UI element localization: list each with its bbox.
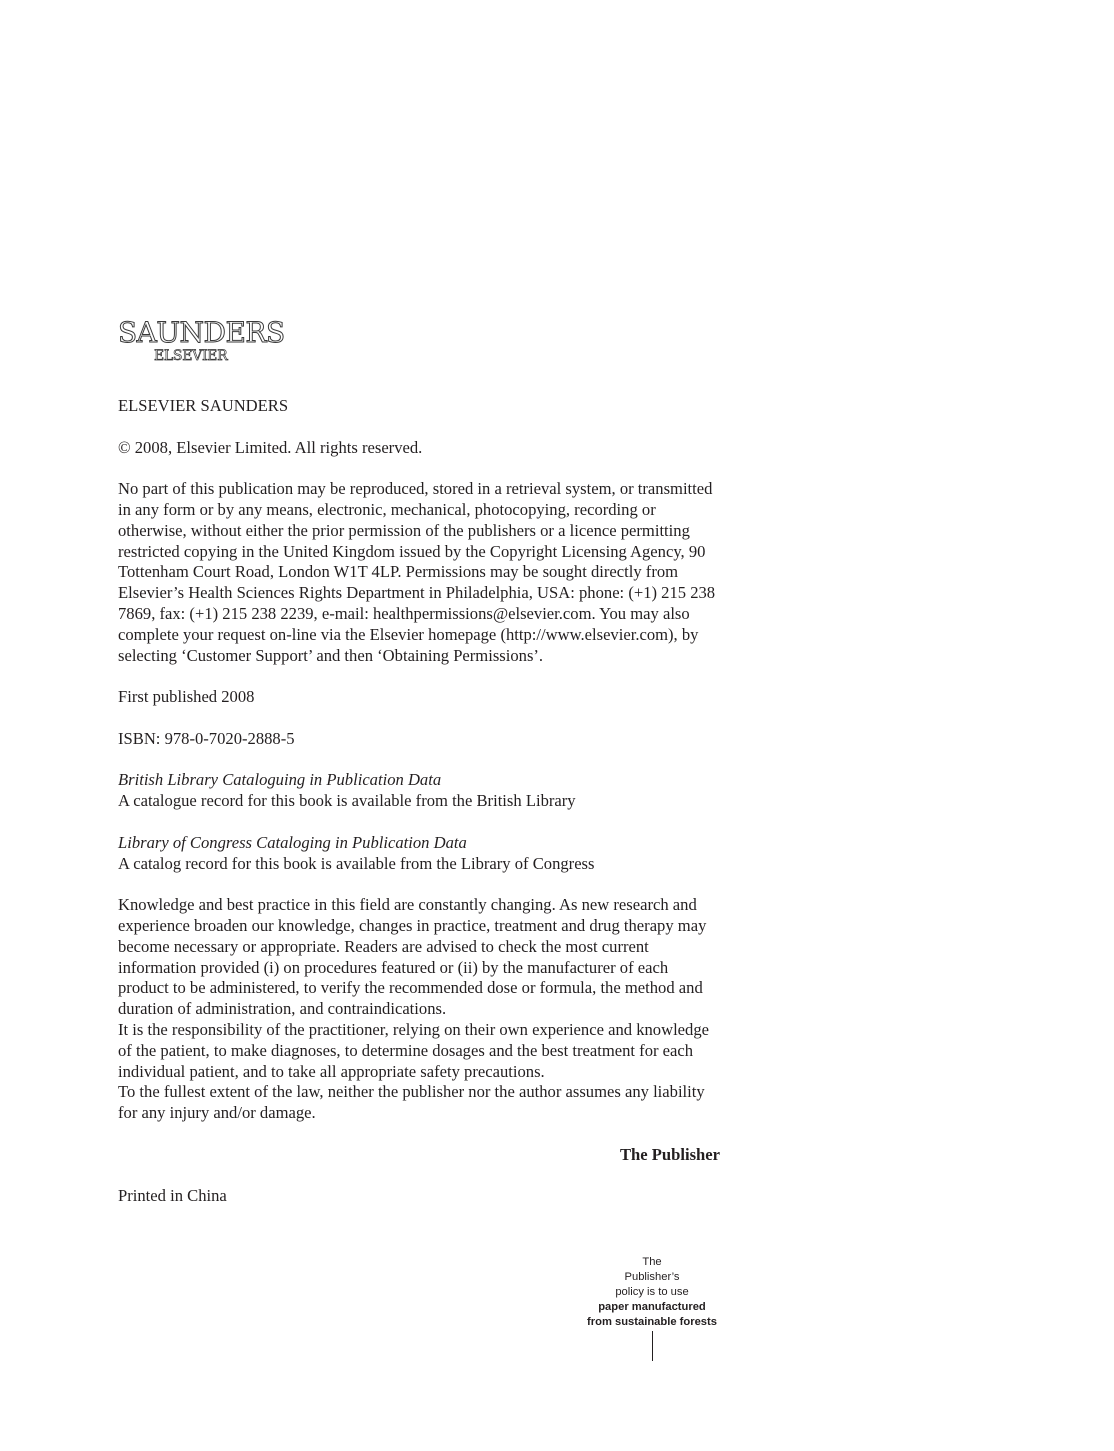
saunders-elsevier-logo: [118, 318, 718, 370]
british-library-text: A catalogue record for this book is available from the British Library: [118, 791, 576, 811]
sustainable-paper-notice: [586, 1255, 718, 1361]
rights-paragraph: No part of this publication may be reproduced, stored in a retrieval system, or transmitted in any form or by any means, electronic, mechanical, photocopying, recording or otherwise, without either the prior permission of the publishers or a licence permitting restricted copying in the United Kingdom issued by the Copyright Licensing Agency, 90 Tottenham Court Road, London W1T 4LP. Permissions may be sought directly from Elsevier’s Health Sciences Rights Department in Philadelphia, USA: phone: (+1) 215 238 7869, fax: (+1) 215 238 2239, e-mail: healthpermissions@elsevier.com. You may also complete your request on-line via the Elsevier homepage (http://www.elsevier.com), by selecting ‘Customer Support’ and then ‘Obtaining Permissions’.: [118, 479, 716, 665]
paper-policy-line-4: paper manufactured: [598, 1301, 706, 1313]
printed-in: Printed in China: [118, 1186, 227, 1206]
logo-saunders-text: SAUNDERS: [118, 316, 285, 349]
paper-policy-line-3: policy is to use: [615, 1286, 689, 1298]
library-of-congress-text: A catalog record for this book is available from the Library of Congress: [118, 853, 595, 873]
disclaimer-paragraph: [118, 895, 718, 1124]
disclaimer-part-2: It is the responsibility of the practitioner, relying on their own experience and knowledge of the patient, to make diagnoses, to determine dosages and the best treatment for each individual patient, and to take all appropriate safety precautions.: [118, 1019, 710, 1081]
copyright-line: © 2008, Elsevier Limited. All rights reserved.: [118, 437, 423, 457]
publisher-signature: The Publisher: [619, 1144, 720, 1164]
logo-elsevier-text: ELSEVIER: [154, 348, 228, 364]
paper-policy-line-2: Publisher’s: [624, 1271, 680, 1283]
isbn: ISBN: 978-0-7020-2888-5: [118, 728, 295, 748]
paper-policy-line-1: The: [642, 1256, 662, 1268]
paper-policy-line-5: from sustainable forests: [587, 1316, 717, 1328]
policy-divider-line: [652, 1331, 653, 1361]
first-published: First published 2008: [118, 687, 255, 707]
copyright-page: [118, 318, 718, 1228]
disclaimer-part-1: Knowledge and best practice in this field are constantly changing. As new research and experience broaden our knowledge, changes in practice, treatment and drug therapy may become necessary or appropriate. Readers are advised to check the most current information provided (i) on procedures featured or (ii) by the manufacturer of each product to be administered, to verify the recommended dose or formula, the method and duration of administration, and contraindications.: [118, 895, 707, 1019]
imprint-name: ELSEVIER SAUNDERS: [118, 396, 289, 415]
library-of-congress-block: [118, 833, 718, 875]
british-library-heading: British Library Cataloguing in Publication Data: [118, 770, 442, 790]
library-of-congress-heading: Library of Congress Cataloging in Publication Data: [118, 832, 467, 852]
disclaimer-part-3: To the fullest extent of the law, neither the publisher nor the author assumes any liability for any injury and/or damage.: [118, 1082, 705, 1123]
british-library-block: [118, 770, 718, 812]
